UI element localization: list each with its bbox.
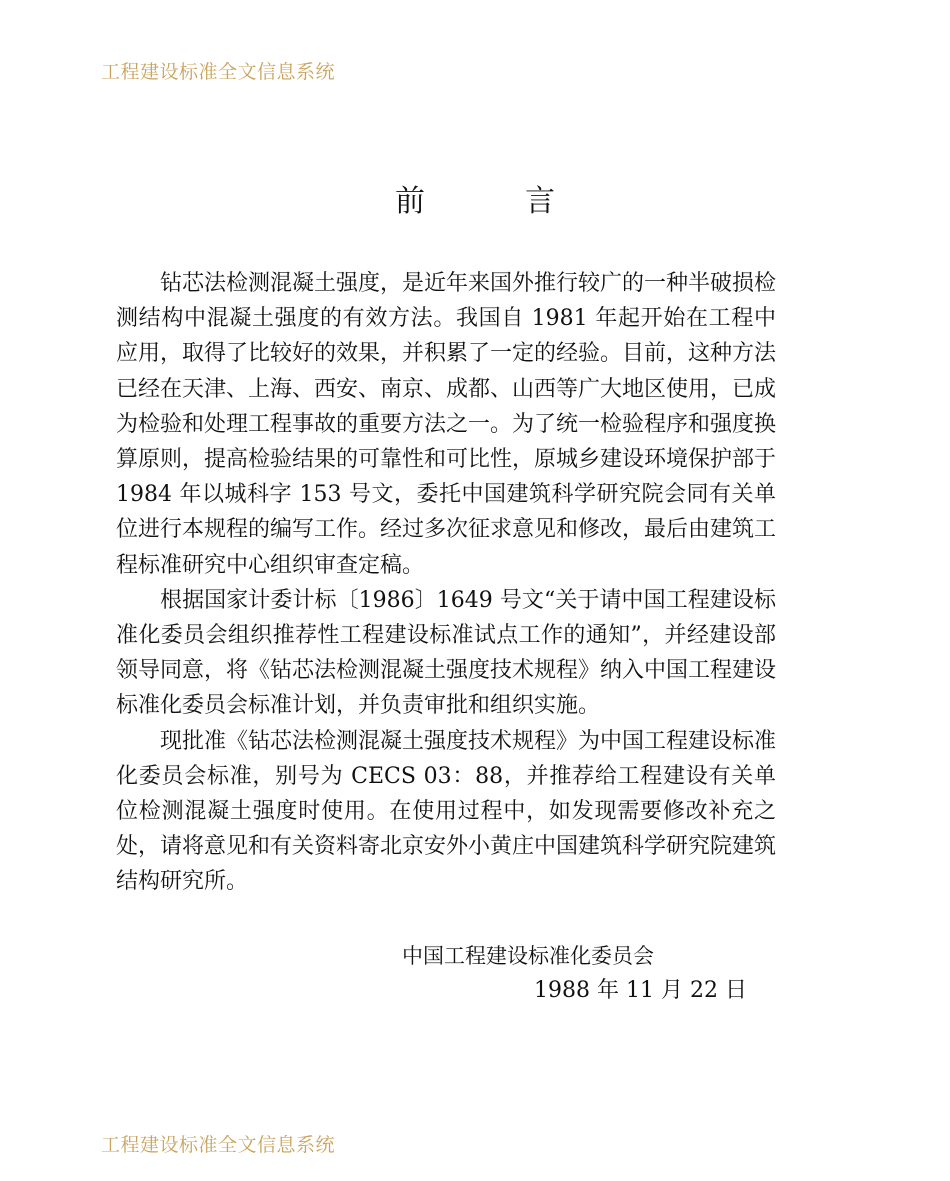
paragraph-3: 现批准《钻芯法检测混凝土强度技术规程》为中国工程建设标准化委员会标准，别号为 CECS 03：88，并推荐给工程建设有关单位检测混凝土强度时使用。在使用过程中，如发现需要修改补充之处，请将意见和有关资料寄北京安外小黄庄中国建筑科学研究院建筑结构研究所。: [116, 728, 777, 895]
paragraph-1: 钻芯法检测混凝土强度，是近年来国外推行较广的一种半破损检测结构中混凝土强度的有效方法。我国自 1981 年起开始在工程中应用，取得了比较好的效果，并积累了一定的经验。目前，这种方法已经在天津、上海、西安、南京、成都、山西等广大地区使用，已成为检验和处理工程事故的重要方法之一。为了统一检验程序和强度换算原则，提高检验结果的可靠性和可比性，原城乡建设环境保护部于 1984 年以城科字 153 号文，委托中国建筑科学研究院会同有关单位进行本规程的编写工作。经过多次征求意见和修改，最后由建筑工程标准研究中心组织审查定稿。: [116, 271, 777, 578]
paragraph-2: 根据国家计委计标〔1986〕1649 号文“关于请中国工程建设标准化委员会组织推荐性工程建设标准试点工作的通知”，并经建设部领导同意，将《钻芯法检测混凝土强度技术规程》纳入中国工程建设标准化委员会标准计划，并负责审批和组织实施。: [116, 587, 777, 719]
page-title: 前言: [395, 184, 655, 219]
header-watermark: 工程建设标准全文信息系统: [101, 61, 336, 83]
document-body: [116, 266, 776, 900]
signature-date: 1988 年 11 月 22 日: [534, 978, 747, 1003]
signature-organization: 中国工程建设标准化委员会: [402, 944, 654, 968]
footer-watermark: 工程建设标准全文信息系统: [101, 1134, 336, 1156]
